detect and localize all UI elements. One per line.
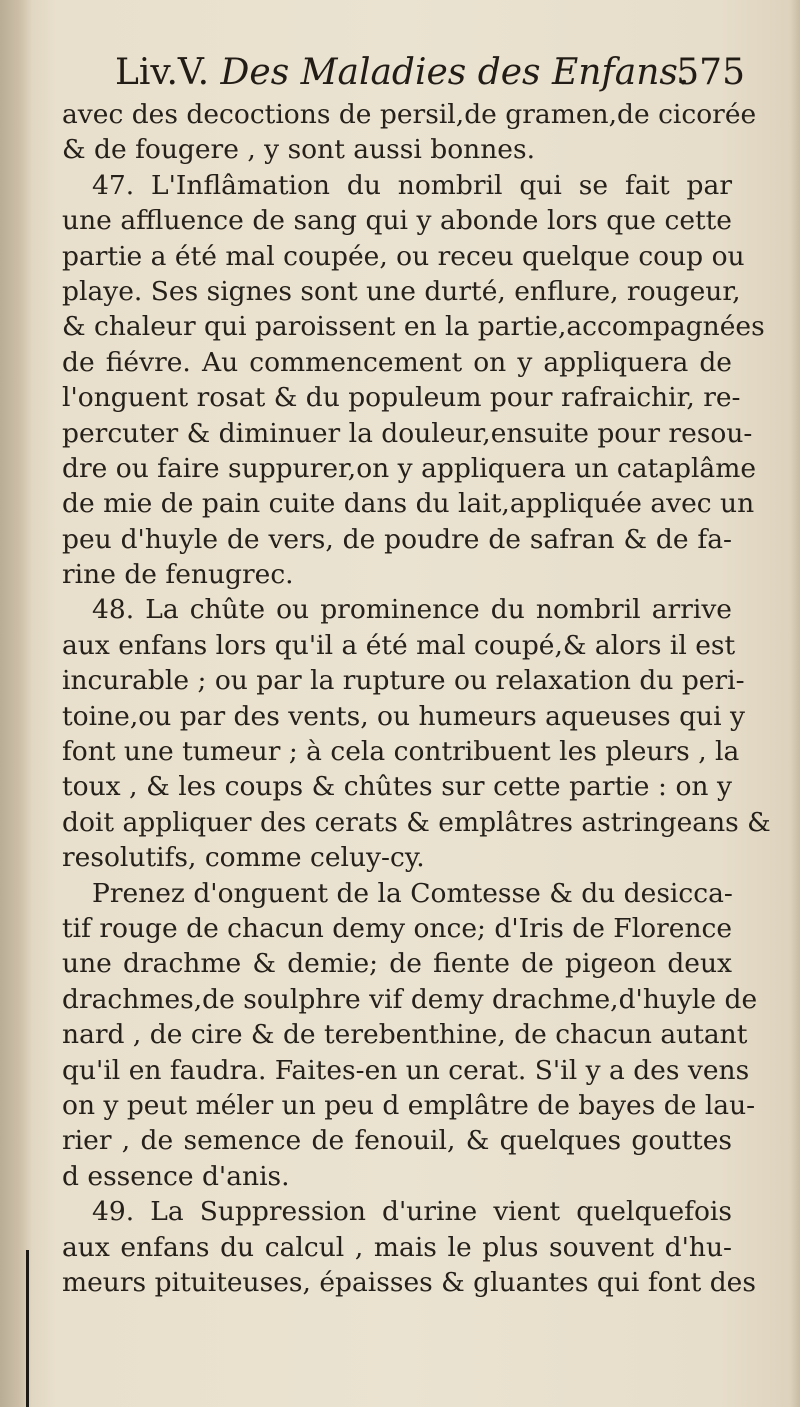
- text-line: doit appliquer des cerats & emplâtres astringeans &: [62, 806, 771, 838]
- text-line: & de fougere , y sont aussi bonnes.: [62, 134, 535, 166]
- text-line: dre ou faire suppurer,on y appliquera un cataplâme: [62, 452, 757, 484]
- text-line: on y peut méler un peu d emplâtre de bayes de lau-: [62, 1089, 756, 1121]
- binding-edge: [26, 1250, 29, 1407]
- paragraph-48-start: 48. La chûte ou prominence du nombril arrive: [92, 594, 732, 626]
- running-head: [115, 50, 689, 96]
- page-number: 575: [676, 52, 745, 93]
- running-header: [115, 50, 745, 96]
- running-title: Des Maladies des Enfans.: [220, 52, 690, 93]
- body-text: [62, 97, 771, 1300]
- text-line: avec des decoctions de persil,de gramen,de cicorée: [62, 99, 757, 130]
- text-line: incurable ; ou par la rupture ou relaxation du peri-: [62, 665, 745, 697]
- text-line: peu d'huyle de vers, de poudre de safran & de fa-: [62, 523, 732, 555]
- page-gutter-shadow: [0, 0, 32, 1407]
- text-line: rine de fenugrec.: [62, 559, 294, 591]
- text-line: toine,ou par des vents, ou humeurs aqueuses qui y: [62, 700, 745, 732]
- book-section: Liv.V.: [115, 52, 210, 93]
- text-line: tif rouge de chacun demy once; d'Iris de Florence: [62, 912, 733, 944]
- text-line: une affluence de sang qui y abonde lors que cette: [62, 205, 732, 237]
- paragraph-49-start: 49. La Suppression d'urine vient quelquefois: [92, 1196, 732, 1228]
- text-line: toux , & les coups & chûtes sur cette partie : on y: [62, 771, 732, 803]
- text-line: rier , de semence de fenouil, & quelques gouttes: [62, 1125, 732, 1157]
- recipe-start: Prenez d'onguent de la Comtesse & du desicca-: [92, 877, 733, 909]
- text-line: qu'il en faudra. Faites-en un cerat. S'il y a des vens: [62, 1054, 750, 1086]
- text-line: de mie de pain cuite dans du lait,appliquée avec un: [62, 488, 755, 520]
- text-line: drachmes,de soulphre vif demy drachme,d'huyle de: [62, 983, 758, 1015]
- text-line: playe. Ses signes sont une durté, enflure, rougeur,: [62, 275, 741, 307]
- text-line: meurs pituiteuses, épaisses & gluantes qui font des: [62, 1266, 756, 1298]
- text-line: nard , de cire & de terebenthine, de chacun autant: [62, 1019, 748, 1051]
- paragraph-47-start: 47. L'Inflâmation du nombril qui se fait par: [92, 169, 732, 201]
- page-edge-shadow: [790, 0, 800, 1407]
- text-line: partie a été mal coupée, ou receu quelque coup ou: [62, 240, 745, 272]
- text-line: font une tumeur ; à cela contribuent les pleurs , la: [62, 736, 740, 768]
- text-line: une drachme & demie; de fiente de pigeon deux: [62, 948, 732, 980]
- text-line: d essence d'anis.: [62, 1160, 290, 1192]
- text-line: aux enfans lors qu'il a été mal coupé,& alors il est: [62, 629, 736, 661]
- text-line: & chaleur qui paroissent en la partie,accompagnées: [62, 311, 765, 343]
- text-line: aux enfans du calcul , mais le plus souvent d'hu-: [62, 1231, 732, 1263]
- text-line: percuter & diminuer la douleur,ensuite pour resou-: [62, 417, 753, 449]
- text-line: resolutifs, comme celuy-cy.: [62, 842, 425, 874]
- text-line: de fiévre. Au commencement on y appliquera de: [62, 346, 732, 378]
- text-line: l'onguent rosat & du populeum pour rafraichir, re-: [62, 382, 741, 414]
